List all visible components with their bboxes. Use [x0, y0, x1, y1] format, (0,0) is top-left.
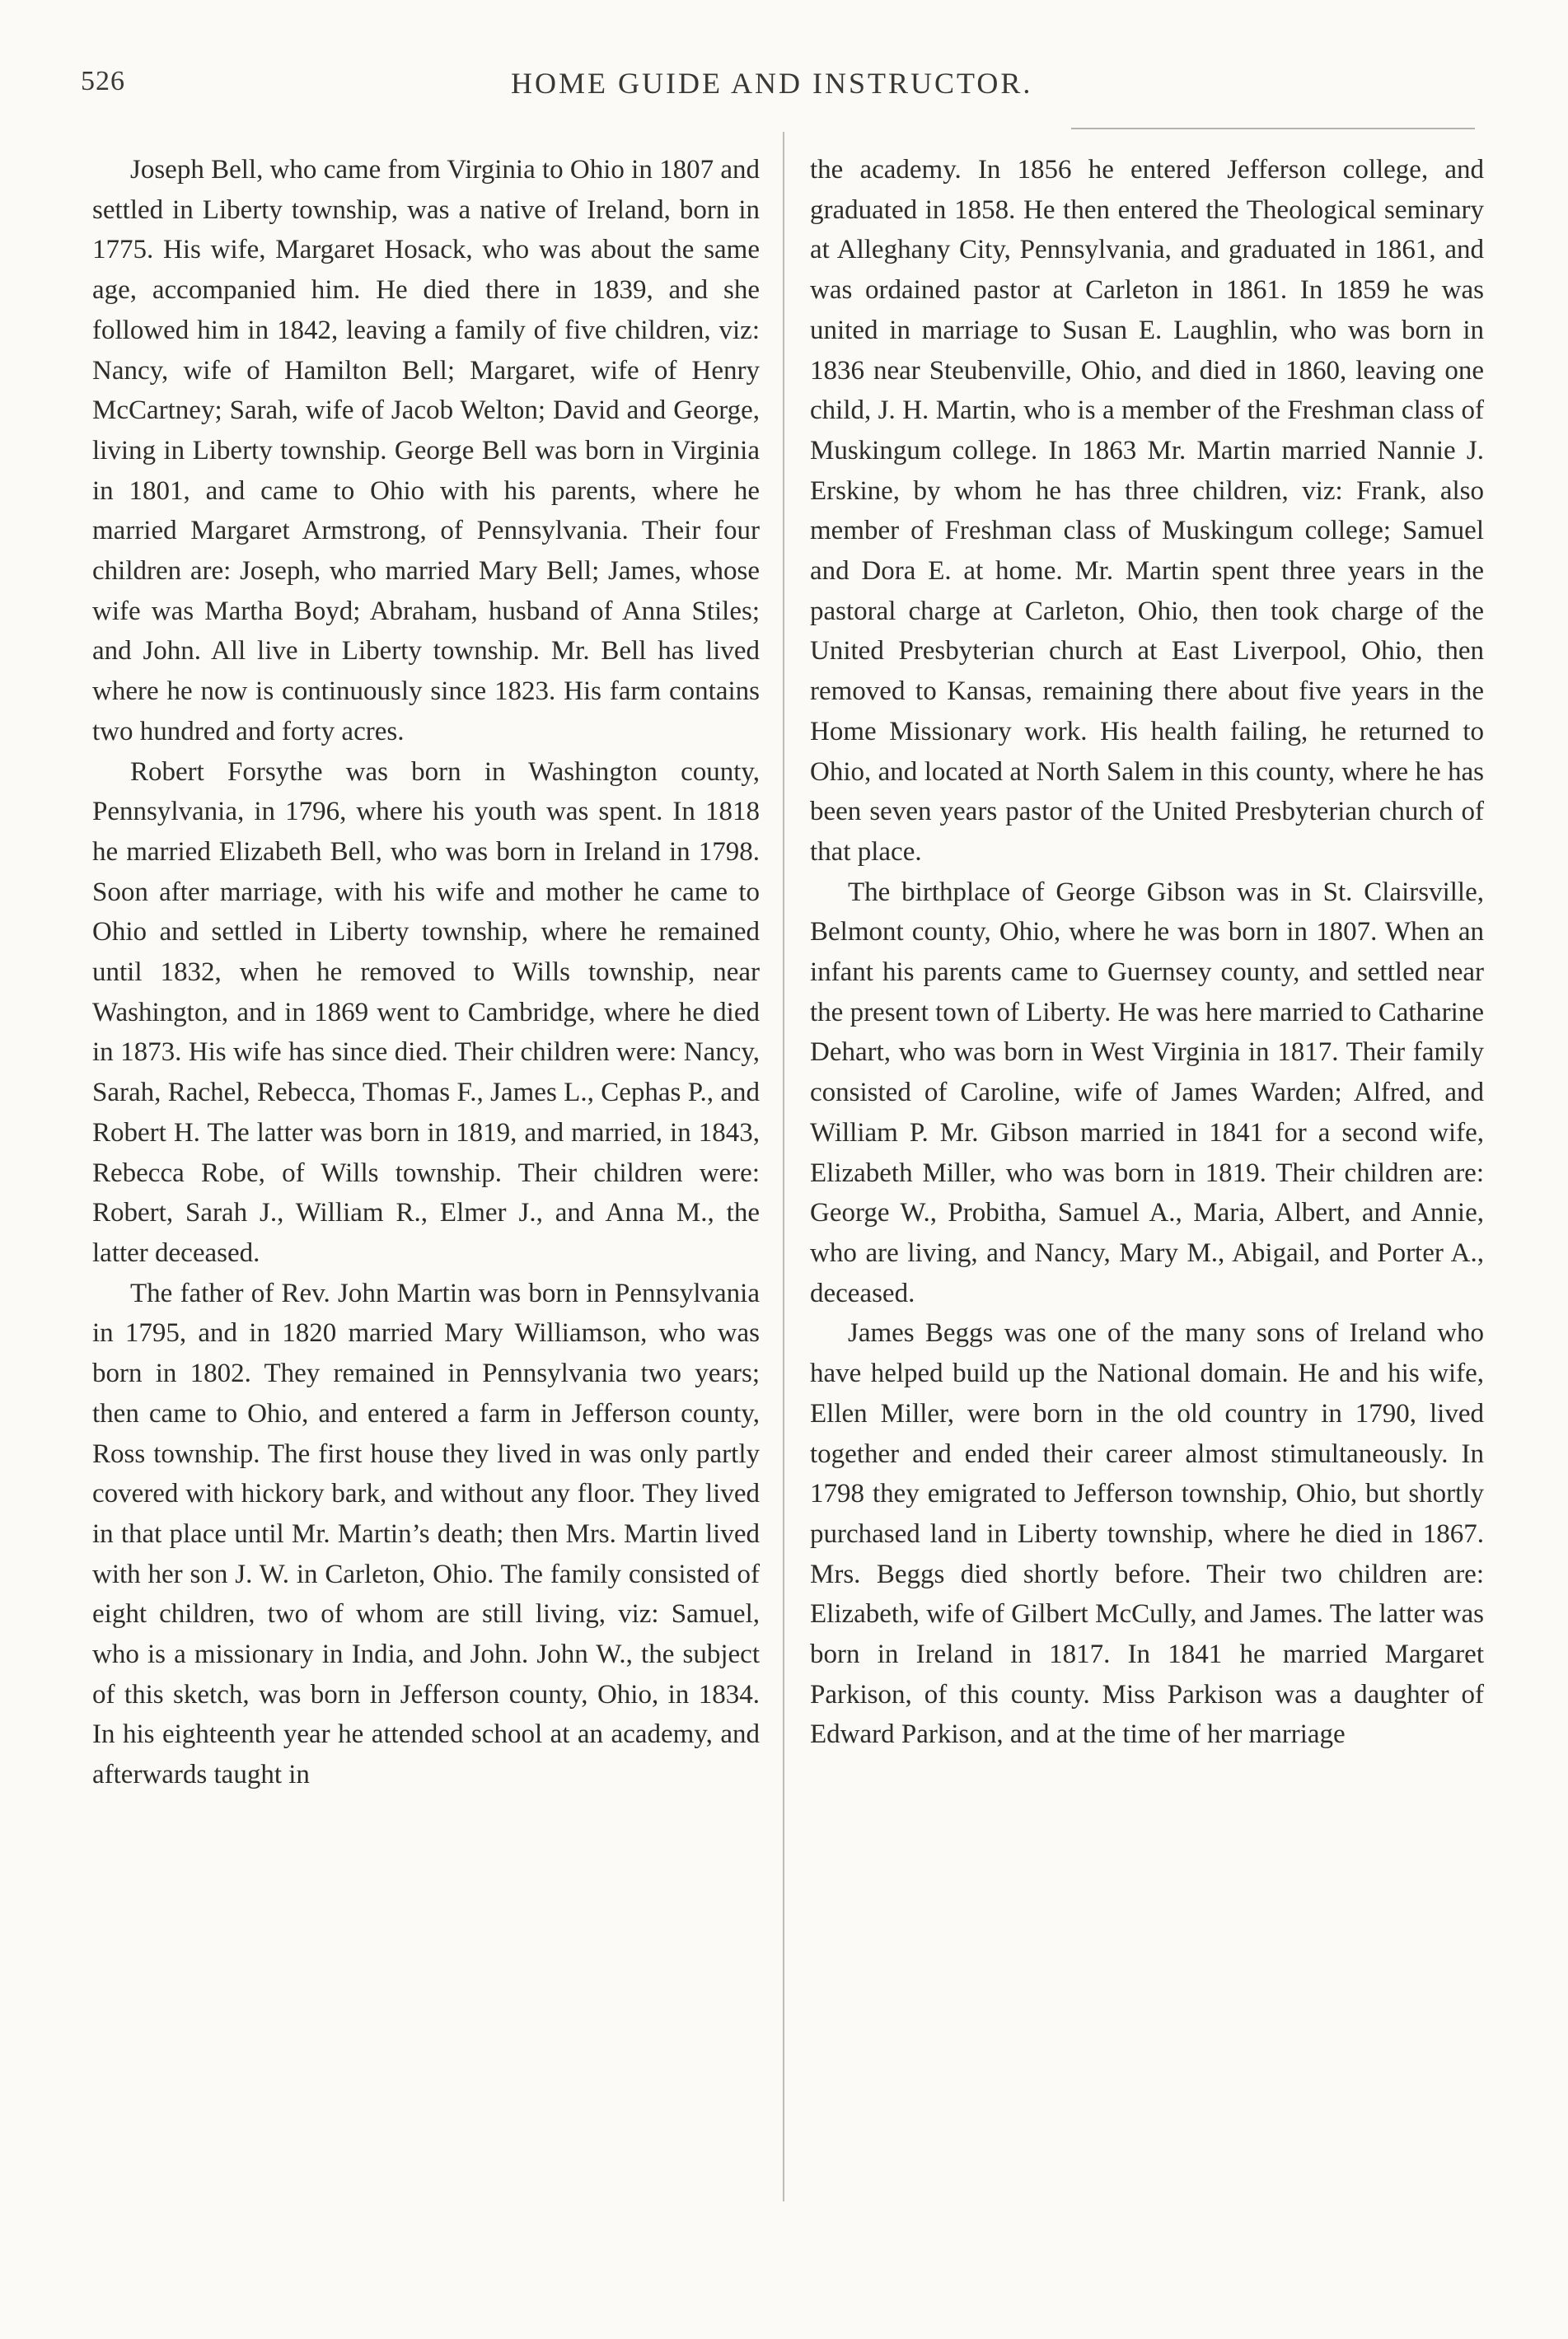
- paragraph-joseph-bell: Joseph Bell, who came from Virginia to Ohio in 1807 and settled in Liberty township, was a native of Ireland, born in 1775. His wife, Margaret Hosack, who was about the same age, accompanied him. He died there in 1839, and she followed him in 1842, leaving a family of five children, viz: Nancy, wife of Hamilton Bell; Margaret, wife of Henry McCartney; Sarah, wife of Jacob Welton; David and George, living in Liberty township. George Bell was born in Virginia in 1801, and came to Ohio with his parents, where he married Margaret Armstrong, of Pennsylvania. Their four children are: Joseph, who married Mary Bell; James, whose wife was Martha Boyd; Abraham, husband of Anna Stiles; and John. All live in Liberty township. Mr. Bell has lived where he now is continuously since 1823. His farm contains two hundred and forty acres.: [92, 155, 760, 746]
- paragraph-james-beggs: James Beggs was one of the many sons of Ireland who have helped build up the National domain. He and his wife, Ellen Miller, were born in the old country in 1790, lived together and ended their career almost stimultaneously. In 1798 they emigrated to Jefferson township, Ohio, but shortly purchased land in Liberty township, where he died in 1867. Mrs. Beggs died shortly before. Their two children are: Elizabeth, wife of Gilbert McCully, and James. The latter was born in Ireland in 1817. In 1841 he married Margaret Parkison, of this county. Miss Parkison was a daughter of Edward Parkison, and at the time of her marriage: [810, 1318, 1484, 1750]
- running-head: HOME GUIDE AND INSTRUCTOR.: [511, 67, 1033, 100]
- right-column: [810, 150, 1484, 1755]
- paragraph-john-martin-continued: the academy. In 1856 he entered Jefferson college, and graduated in 1858. He then entered the Theological seminary at Alleghany City, Pennsylvania, and graduated in 1861, and was ordained pastor at Carleton in 1861. In 1859 he was united in marriage to Susan E. Laughlin, who was born in 1836 near Steubenville, Ohio, and died in 1860, leaving one child, J. H. Martin, who is a member of the Freshman class of Muskingum college. In 1863 Mr. Martin married Nannie J. Erskine, by whom he has three children, viz: Frank, also member of Freshman class of Muskingum college; Samuel and Dora E. at home. Mr. Martin spent three years in the pastoral charge at Carleton, Ohio, then took charge of the United Presbyterian church at East Liverpool, Ohio, then removed to Kansas, remaining there about five years in the Home Missionary work. His health failing, he returned to Ohio, and located at North Salem in this county, where he has been seven years pastor of the United Presbyterian church of that place.: [810, 155, 1484, 867]
- left-column: [92, 150, 760, 1795]
- paragraph-george-gibson: The birthplace of George Gibson was in St. Clairsville, Belmont county, Ohio, where he was born in 1807. When an infant his parents came to Guernsey county, and settled near the present town of Liberty. He was here married to Catharine Dehart, who was born in West Virginia in 1817. Their family consisted of Caroline, wife of James Warden; Alfred, and William P. Mr. Gibson married in 1841 for a second wife, Elizabeth Miller, who was born in 1819. Their children are: George W., Probitha, Samuel A., Maria, Albert, and Annie, who are living, and Nancy, Mary M., Abigail, and Porter A., deceased.: [810, 877, 1484, 1308]
- paragraph-robert-forsythe: Robert Forsythe was born in Washington county, Pennsylvania, in 1796, where his youth was spent. In 1818 he married Elizabeth Bell, who was born in Ireland in 1798. Soon after marriage, with his wife and mother he came to Ohio and settled in Liberty township, where he remained until 1832, when he removed to Wills township, near Washington, and in 1869 went to Cambridge, where he died in 1873. His wife has since died. Their children were: Nancy, Sarah, Rachel, Rebecca, Thomas F., James L., Cephas P., and Robert H. The latter was born in 1819, and married, in 1843, Rebecca Robe, of Wills township. Their children were: Robert, Sarah J., William R., Elmer J., and Anna M., the latter deceased.: [92, 756, 760, 1268]
- header-rule: [1071, 128, 1475, 129]
- column-divider: [783, 132, 784, 2201]
- paragraph-john-martin: The father of Rev. John Martin was born in Pennsylvania in 1795, and in 1820 married Mary Williamson, who was born in 1802. They remained in Pennsylvania two years; then came to Ohio, and entered a farm in Jefferson county, Ross township. The first house they lived in was only partly covered with hickory bark, and without any floor. They lived in that place until Mr. Martin’s death; then Mrs. Martin lived with her son J. W. in Carleton, Ohio. The family consisted of eight children, two of whom are still living, viz: Samuel, who is a missionary in India, and John. John W., the subject of this sketch, was born in Jefferson county, Ohio, in 1834. In his eighteenth year he attended school at an academy, and afterwards taught in: [92, 1278, 760, 1790]
- page-number: 526: [81, 66, 125, 96]
